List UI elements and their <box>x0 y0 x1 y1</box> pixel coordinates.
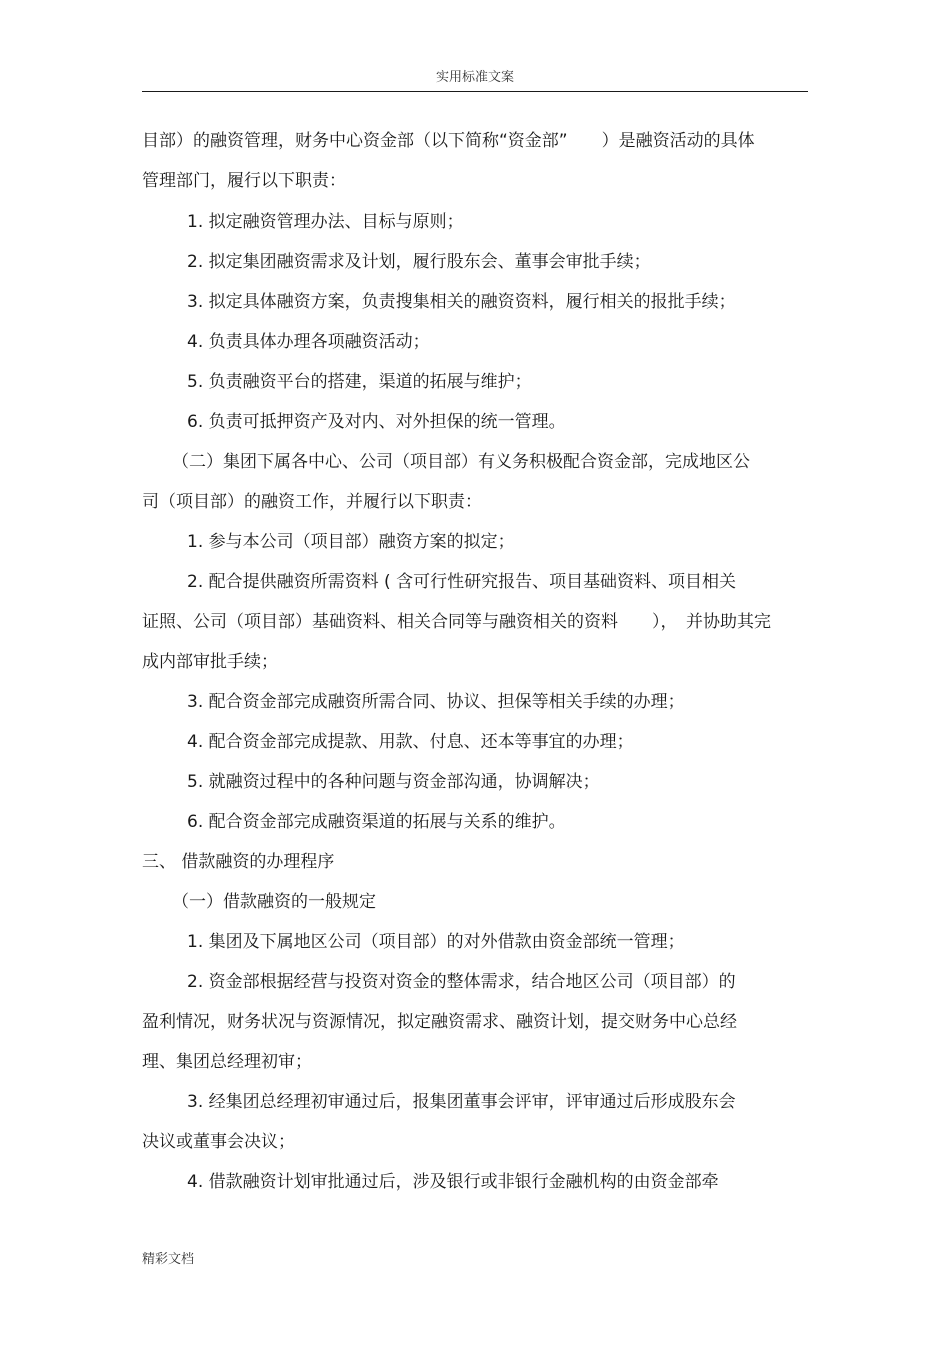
list-item: 5. 负责融资平台的搭建，渠道的拓展与维护； <box>187 372 532 392</box>
list-item: 6. 负责可抵押资产及对内、对外担保的统一管理。 <box>187 412 566 432</box>
list-item: 5. 就融资过程中的各种问题与资金部沟通，协调解决； <box>187 772 600 792</box>
text-line: 理、集团总经理初审； <box>142 1052 312 1072</box>
list-item: 3. 配合资金部完成融资所需合同、协议、担保等相关手续的办理； <box>187 692 685 712</box>
text-line: 成内部审批手续； <box>142 652 278 672</box>
list-item: 2. 资金部根据经营与投资对资金的整体需求，结合地区公司（项目部）的 <box>187 972 736 992</box>
list-item: 4. 借款融资计划审批通过后，涉及银行或非银行金融机构的由资金部牵 <box>187 1172 719 1192</box>
text-line: 管理部门，履行以下职责： <box>142 171 346 191</box>
list-item: 1. 拟定融资管理办法、目标与原则； <box>187 212 464 232</box>
header-divider <box>142 91 808 92</box>
section-heading: （二）集团下属各中心、公司（项目部）有义务积极配合资金部，完成地区公 <box>172 452 750 472</box>
text-line: 决议或董事会决议； <box>142 1132 295 1152</box>
list-item: 1. 参与本公司（项目部）融资方案的拟定； <box>187 532 515 552</box>
list-item: 4. 负责具体办理各项融资活动； <box>187 332 430 352</box>
list-item: 2. 拟定集团融资需求及计划，履行股东会、董事会审批手续； <box>187 252 651 272</box>
text-line: 目部）的融资管理，财务中心资金部（以下简称“资金部” ）是融资活动的具体 <box>142 131 755 151</box>
section-heading: 三、 借款融资的办理程序 <box>142 852 335 872</box>
list-item: 3. 拟定具体融资方案，负责搜集相关的融资资料，履行相关的报批手续； <box>187 292 736 312</box>
list-item: 6. 配合资金部完成融资渠道的拓展与关系的维护。 <box>187 812 566 832</box>
text-line: 证照、公司（项目部）基础资料、相关合同等与融资相关的资料 ）， 并协助其完 <box>142 612 771 632</box>
list-item: 4. 配合资金部完成提款、用款、付息、还本等事宜的办理； <box>187 732 634 752</box>
page-header: 实用标准文案 <box>435 70 514 85</box>
text-line: 盈利情况，财务状况与资源情况，拟定融资需求、融资计划，提交财务中心总经 <box>142 1012 737 1032</box>
text-line: 司（项目部）的融资工作，并履行以下职责： <box>142 492 482 512</box>
subsection-heading: （一）借款融资的一般规定 <box>172 892 376 912</box>
list-item: 1. 集团及下属地区公司（项目部）的对外借款由资金部统一管理； <box>187 932 685 952</box>
list-item: 2. 配合提供融资所需资料 ( 含可行性研究报告、项目基础资料、项目相关 <box>187 572 737 592</box>
list-item: 3. 经集团总经理初审通过后，报集团董事会评审，评审通过后形成股东会 <box>187 1092 736 1112</box>
page-footer: 精彩文档 <box>142 1252 195 1267</box>
